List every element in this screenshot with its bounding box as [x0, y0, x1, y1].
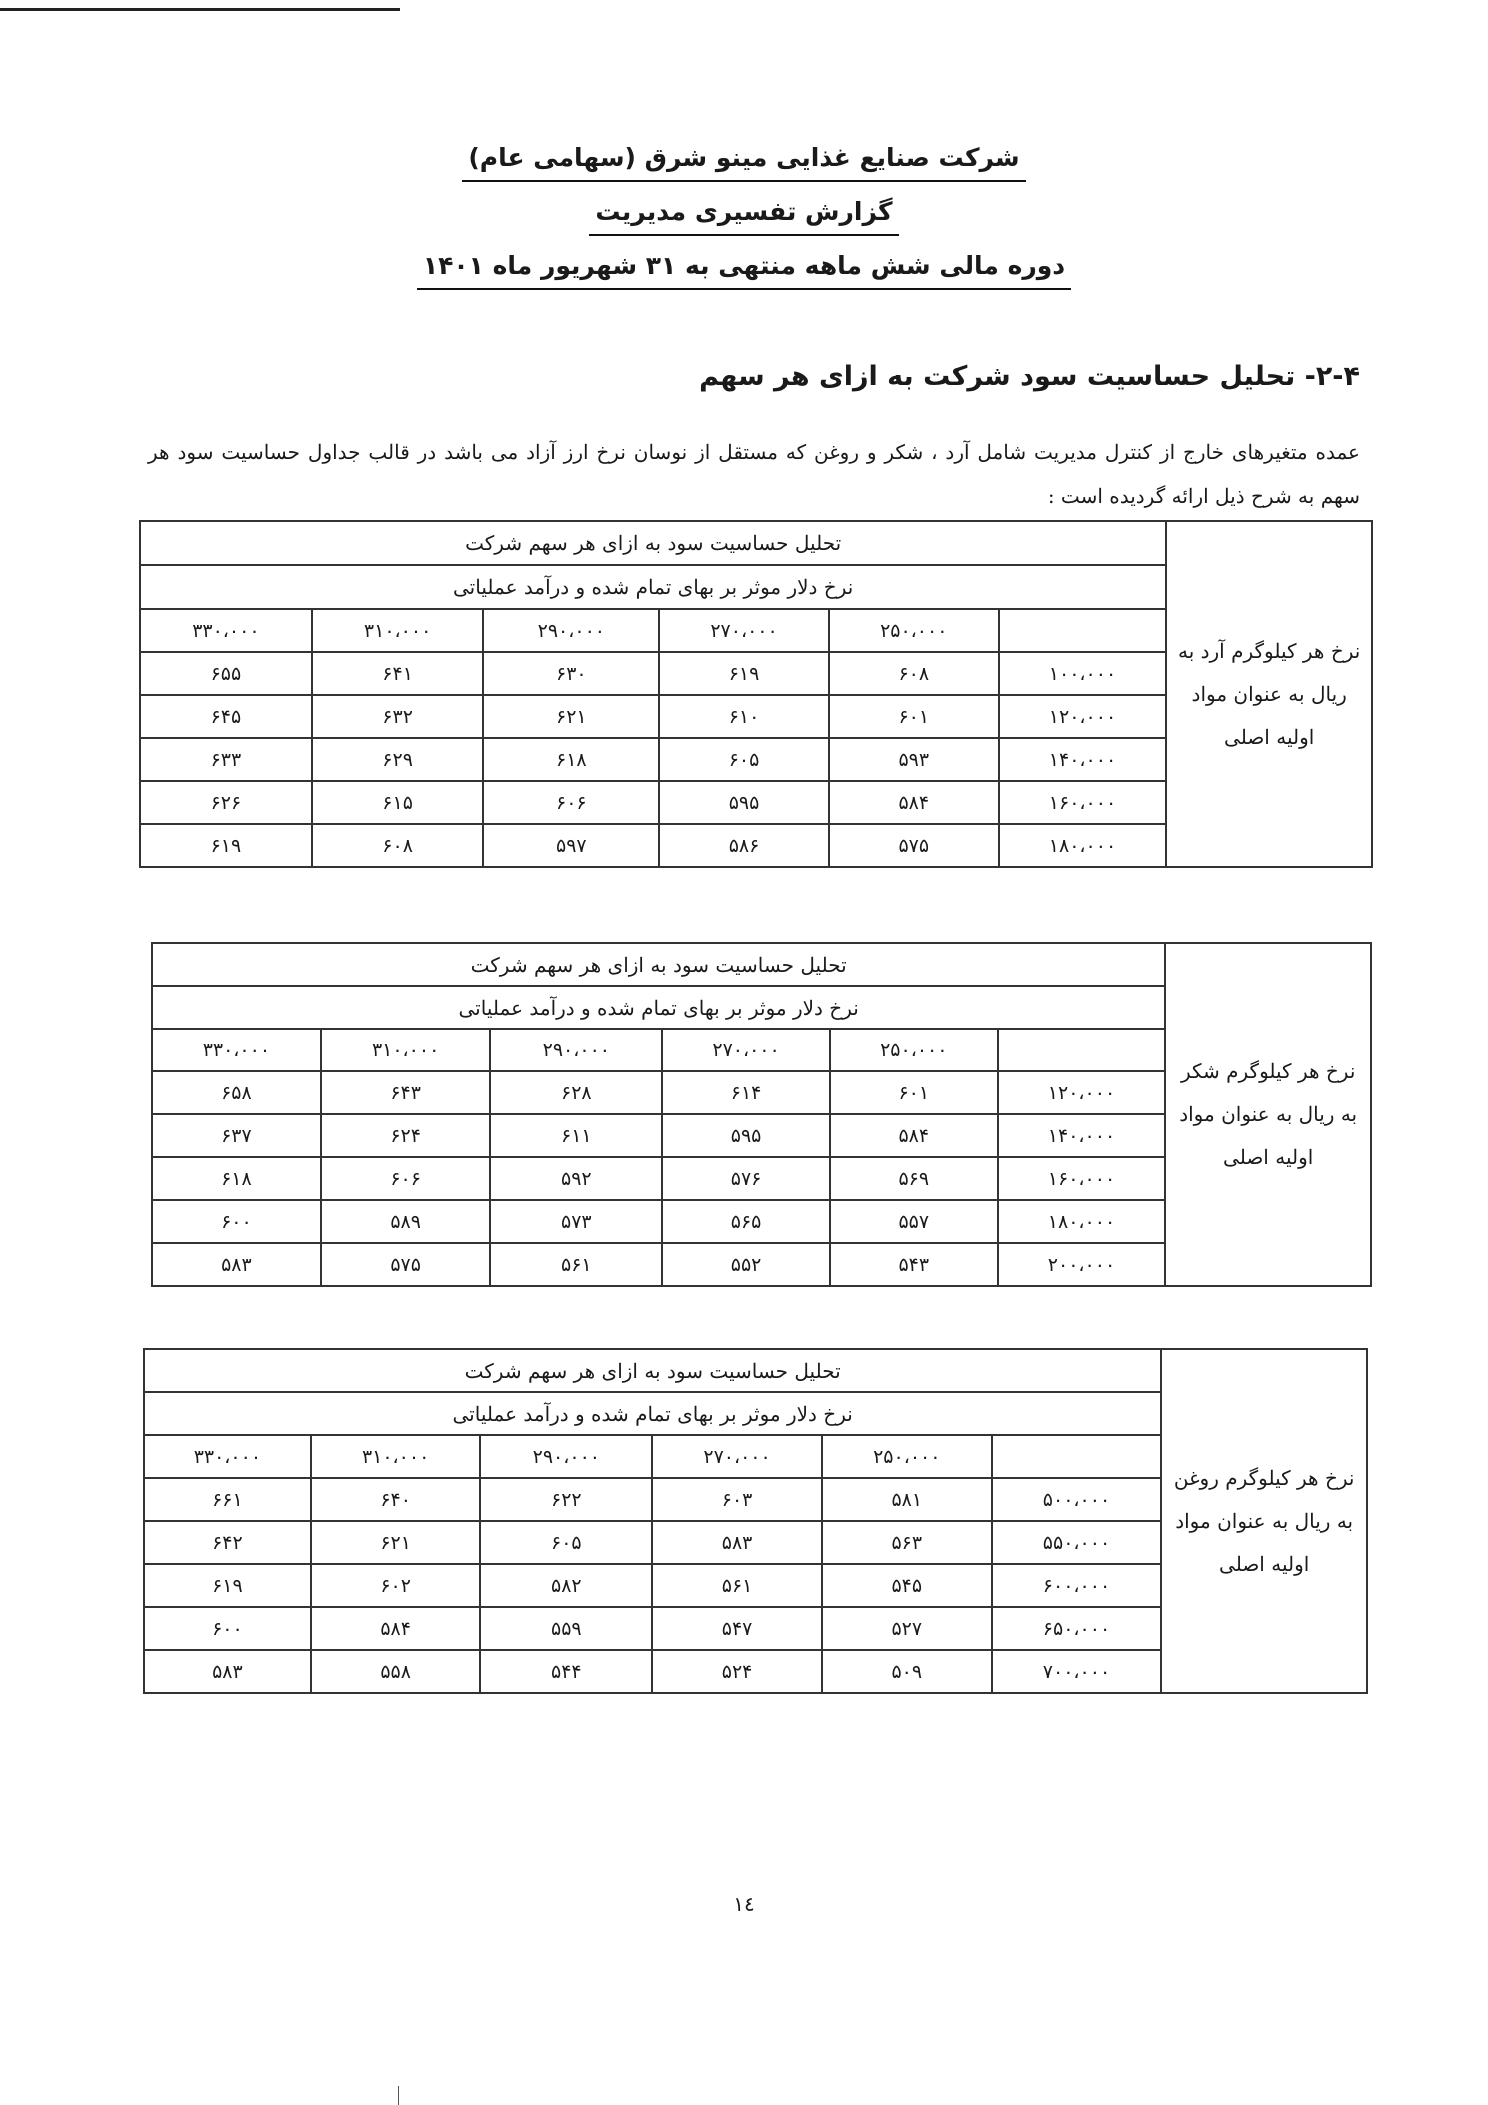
row-rate: ۱۴۰،۰۰۰: [998, 1114, 1166, 1157]
period-title: دوره مالی شش ماهه منتهی به ۳۱ شهریور ماه ۱۴۰۱: [417, 244, 1071, 290]
cell-value: ۶۵۵: [140, 652, 312, 695]
cell-value: ۵۷۵: [321, 1243, 491, 1286]
cell-value: ۵۶۳: [822, 1521, 992, 1564]
page-number: ۱٤: [733, 1892, 755, 1916]
cell-value: ۶۴۵: [140, 695, 312, 738]
cell-value: ۵۵۹: [480, 1607, 652, 1650]
row-rate: ۱۸۰،۰۰۰: [999, 824, 1167, 867]
cell-value: ۵۴۳: [830, 1243, 998, 1286]
cell-value: ۶۶۱: [144, 1478, 311, 1521]
table-title: تحلیل حساسیت سود به ازای هر سهم شرکت: [144, 1349, 1161, 1392]
cell-value: ۵۷۶: [662, 1157, 830, 1200]
cell-value: ۶۰۱: [830, 1071, 998, 1114]
cell-value: ۵۸۱: [822, 1478, 992, 1521]
column-header: ۲۷۰،۰۰۰: [659, 609, 829, 652]
table-subtitle: نرخ دلار موثر بر بهای تمام شده و درآمد عملیاتی: [152, 986, 1165, 1029]
cell-value: ۵۴۵: [822, 1564, 992, 1607]
cell-value: ۵۵۸: [311, 1650, 481, 1693]
cell-value: ۶۰۸: [312, 824, 484, 867]
cell-value: ۶۰۶: [321, 1157, 491, 1200]
column-header-corner: [999, 609, 1167, 652]
cell-value: ۶۴۱: [312, 652, 484, 695]
title-block: [0, 136, 1488, 298]
cell-value: ۵۶۵: [662, 1200, 830, 1243]
cell-value: ۵۴۴: [480, 1650, 652, 1693]
row-rate: ۶۰۰،۰۰۰: [992, 1564, 1162, 1607]
cell-value: ۵۴۷: [652, 1607, 822, 1650]
cell-value: ۵۷۵: [829, 824, 999, 867]
cell-value: ۶۱۹: [144, 1564, 311, 1607]
cell-value: ۶۲۴: [321, 1114, 491, 1157]
cell-value: ۶۰۰: [144, 1607, 311, 1650]
cell-value: ۶۱۸: [152, 1157, 321, 1200]
cell-value: ۵۷۳: [490, 1200, 662, 1243]
column-header: ۲۷۰،۰۰۰: [662, 1029, 830, 1071]
cell-value: ۵۲۷: [822, 1607, 992, 1650]
column-header: ۲۷۰،۰۰۰: [652, 1435, 822, 1478]
cell-value: ۶۲۱: [311, 1521, 481, 1564]
cell-value: ۶۱۵: [312, 781, 484, 824]
cell-value: ۶۰۱: [829, 695, 999, 738]
column-header: ۲۵۰،۰۰۰: [829, 609, 999, 652]
table-title: تحلیل حساسیت سود به ازای هر سهم شرکت: [152, 943, 1165, 986]
top-rule: [0, 8, 400, 11]
row-rate: ۵۰۰،۰۰۰: [992, 1478, 1162, 1521]
row-rate: ۱۲۰،۰۰۰: [999, 695, 1167, 738]
side-label: نرخ هر کیلوگرم روغن به ریال به عنوان مواد اولیه اصلی: [1161, 1349, 1367, 1693]
row-rate: ۱۲۰،۰۰۰: [998, 1071, 1166, 1114]
cell-value: ۶۰۲: [311, 1564, 481, 1607]
cell-value: ۶۰۳: [652, 1478, 822, 1521]
row-rate: ۲۰۰،۰۰۰: [998, 1243, 1166, 1286]
cell-value: ۶۴۲: [144, 1521, 311, 1564]
column-header: ۲۹۰،۰۰۰: [483, 609, 659, 652]
cell-value: ۶۲۶: [140, 781, 312, 824]
column-header: ۳۱۰،۰۰۰: [312, 609, 484, 652]
column-header: ۳۳۰،۰۰۰: [152, 1029, 321, 1071]
intro-paragraph: عمده متغیرهای خارج از کنترل مدیریت شامل آرد ، شکر و روغن که مستقل از نوسان نرخ ارز آزاد می باشد در قالب جداول حساسیت سود هر سهم به شرح ذیل ارائه گردیده است :: [148, 440, 1360, 508]
cell-value: ۵۸۹: [321, 1200, 491, 1243]
cell-value: ۶۱۹: [140, 824, 312, 867]
row-rate: ۱۶۰،۰۰۰: [999, 781, 1167, 824]
cell-value: ۶۲۱: [483, 695, 659, 738]
column-header: ۳۳۰،۰۰۰: [140, 609, 312, 652]
cell-value: ۵۸۴: [311, 1607, 481, 1650]
row-rate: ۵۵۰،۰۰۰: [992, 1521, 1162, 1564]
table-subtitle: نرخ دلار موثر بر بهای تمام شده و درآمد عملیاتی: [144, 1392, 1161, 1435]
row-rate: ۱۰۰،۰۰۰: [999, 652, 1167, 695]
cell-value: ۵۹۳: [829, 738, 999, 781]
table-title: تحلیل حساسیت سود به ازای هر سهم شرکت: [140, 521, 1166, 565]
cell-value: ۶۱۴: [662, 1071, 830, 1114]
row-rate: ۱۶۰،۰۰۰: [998, 1157, 1166, 1200]
cell-value: ۵۵۲: [662, 1243, 830, 1286]
row-rate: ۶۵۰،۰۰۰: [992, 1607, 1162, 1650]
column-header-corner: [992, 1435, 1162, 1478]
company-title: شرکت صنایع غذایی مینو شرق (سهامی عام): [462, 136, 1025, 182]
sensitivity-table-sugar: [151, 942, 1372, 1287]
cell-value: ۶۴۰: [311, 1478, 481, 1521]
cell-value: ۶۳۲: [312, 695, 484, 738]
column-header: ۲۵۰،۰۰۰: [822, 1435, 992, 1478]
row-rate: ۷۰۰،۰۰۰: [992, 1650, 1162, 1693]
cell-value: ۵۹۷: [483, 824, 659, 867]
side-label: نرخ هر کیلوگرم آرد به ریال به عنوان مواد اولیه اصلی: [1166, 521, 1372, 867]
cell-value: ۶۳۰: [483, 652, 659, 695]
cell-value: ۵۸۳: [652, 1521, 822, 1564]
scan-mark: [398, 2086, 399, 2105]
cell-value: ۵۵۷: [830, 1200, 998, 1243]
column-header-corner: [998, 1029, 1166, 1071]
cell-value: ۵۹۵: [659, 781, 829, 824]
cell-value: ۶۰۵: [659, 738, 829, 781]
cell-value: ۶۲۲: [480, 1478, 652, 1521]
cell-value: ۵۸۲: [480, 1564, 652, 1607]
cell-value: ۶۲۸: [490, 1071, 662, 1114]
cell-value: ۵۸۶: [659, 824, 829, 867]
cell-value: ۵۸۳: [144, 1650, 311, 1693]
cell-value: ۶۴۳: [321, 1071, 491, 1114]
cell-value: ۶۰۶: [483, 781, 659, 824]
cell-value: ۵۸۴: [829, 781, 999, 824]
report-title: گزارش تفسیری مدیریت: [589, 190, 898, 236]
cell-value: ۶۲۹: [312, 738, 484, 781]
row-rate: ۱۸۰،۰۰۰: [998, 1200, 1166, 1243]
section-heading: ۲-۴- تحلیل حساسیت سود شرکت به ازای هر سهم: [699, 361, 1360, 392]
cell-value: ۶۳۷: [152, 1114, 321, 1157]
cell-value: ۶۰۰: [152, 1200, 321, 1243]
column-header: ۳۳۰،۰۰۰: [144, 1435, 311, 1478]
row-rate: ۱۴۰،۰۰۰: [999, 738, 1167, 781]
side-label: نرخ هر کیلوگرم شکر به ریال به عنوان مواد اولیه اصلی: [1165, 943, 1371, 1286]
table-subtitle: نرخ دلار موثر بر بهای تمام شده و درآمد عملیاتی: [140, 565, 1166, 609]
cell-value: ۵۹۲: [490, 1157, 662, 1200]
sensitivity-table-oil: [143, 1348, 1368, 1694]
cell-value: ۶۰۵: [480, 1521, 652, 1564]
cell-value: ۵۶۱: [652, 1564, 822, 1607]
cell-value: ۶۰۸: [829, 652, 999, 695]
cell-value: ۵۰۹: [822, 1650, 992, 1693]
cell-value: ۶۵۸: [152, 1071, 321, 1114]
column-header: ۳۱۰،۰۰۰: [311, 1435, 481, 1478]
column-header: ۳۱۰،۰۰۰: [321, 1029, 491, 1071]
column-header: ۲۹۰،۰۰۰: [480, 1435, 652, 1478]
cell-value: ۵۸۴: [830, 1114, 998, 1157]
cell-value: ۶۱۹: [659, 652, 829, 695]
cell-value: ۶۱۰: [659, 695, 829, 738]
cell-value: ۵۹۵: [662, 1114, 830, 1157]
column-header: ۲۹۰،۰۰۰: [490, 1029, 662, 1071]
column-header: ۲۵۰،۰۰۰: [830, 1029, 998, 1071]
cell-value: ۶۳۳: [140, 738, 312, 781]
cell-value: ۶۱۱: [490, 1114, 662, 1157]
cell-value: ۵۶۱: [490, 1243, 662, 1286]
sensitivity-table-flour: [139, 520, 1373, 868]
cell-value: ۵۲۴: [652, 1650, 822, 1693]
cell-value: ۵۶۹: [830, 1157, 998, 1200]
cell-value: ۶۱۸: [483, 738, 659, 781]
cell-value: ۵۸۳: [152, 1243, 321, 1286]
